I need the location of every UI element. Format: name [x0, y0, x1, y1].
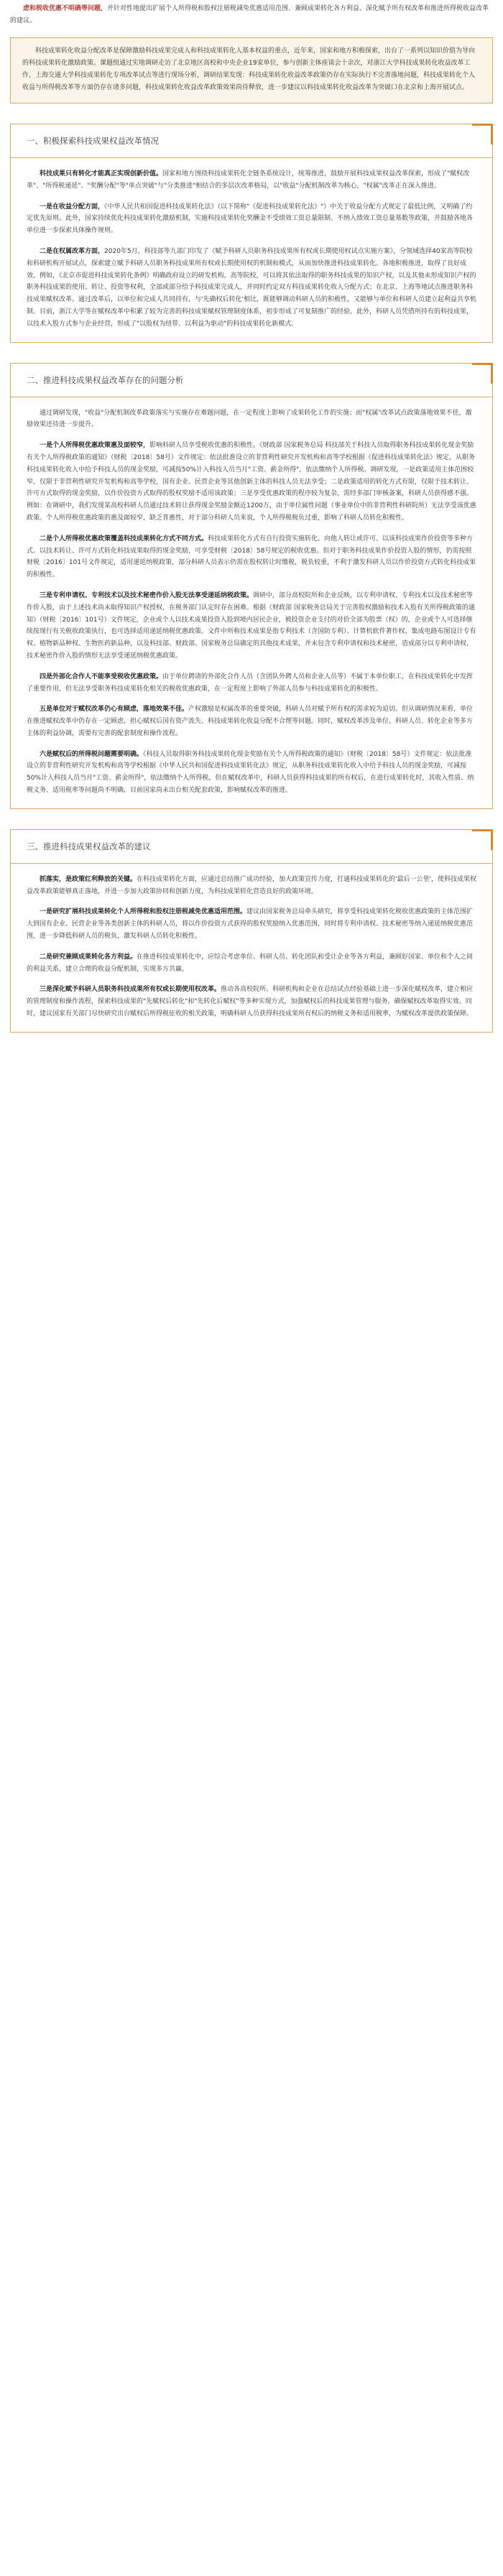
section-3-p0-text: 在科技成果转化方面，应通过总结推广成功经验，加大政策宣传力度，打通科技成果转化的'最后一公里'，使科技成果权益改革政策能够真正落地，并进一步加大政策协同和创新力度，为科技成果转化营造良好的政策环境。 — [27, 875, 476, 895]
section-2-paragraph-6 — [27, 749, 476, 797]
section-2-paragraph-3 — [27, 590, 476, 663]
section-2-body — [11, 397, 492, 808]
abstract-text: 科技成果转化收益分配改革是保障激励科技成果完成人和科技成果转化人基本权益的重点，近年来，国家和地方积极探索，出台了一系列以知识价值为导向的科技成果转化激励政策。课题组通过实地调研走访了北京地区高校和中央企业19家单位，参与创新主体座谈会十余次，对浙江大学科技成果转化收益改革工作，上海交通大学科技成果转化专项改革试点等进行现场分析，调研结果发现：科技成果转化收益改革政策仍存在实际执行不完善落地问题，科技成果转化个人收益与所得税改革等方面仍存在诸多问题，科技成果转化收益改革政策效果尚待释放，进一步建议以科技成果转化收益改革为突破口在北京和上海开展试点。 — [22, 47, 476, 91]
section-2-p5-text: 产权激励是权属改革的重要突破，科研人员对赋予所有权的需求较为迫切。但从调研情况来看，单位在推进赋权改革中仍存在一定顾虑，担心赋权后国有资产流失、科技成果转化收益分配不合理等问题。同时，赋权改革涉及单位、科研人员、转化企业等多方主体的利益协调，需要有完善的配套制度和操作流程。 — [27, 706, 474, 737]
section-3 — [10, 829, 493, 1033]
section-2-paragraph-1 — [27, 440, 476, 525]
corner-decoration — [472, 829, 493, 850]
section-1 — [10, 124, 493, 343]
section-2-p3-bold: 三是专利申请权、专利技术以及技术秘密作价入股无法享受递延纳税政策。 — [40, 591, 254, 599]
section-1-p3-bold: 二是在权属改革方面， — [40, 247, 105, 255]
section-2-p6-text: 《科技人员取得职务科技成果转化现金奖励有关个人所得税政策的通知》（财税〔2018〕58号）文件规定：依法批准设立的非营利性研究开发机构和高等学校根据《中华人民共和国促进科技成果转化法》规定，从职务科技成果转化收入中给予科技人员的现金奖励，可减按50%计入科技人员当月"工资、薪金所得"，依法缴纳个人所得税。但在赋权改革中，科研人员获得科技成果的所有权后，在进行成果转化时，其收入性质、纳税义务、适用税率等问题尚不明确，目前国家尚未出台相关配套政策，影响赋权改革的推进。 — [27, 750, 474, 795]
section-2-paragraph-4 — [27, 671, 476, 696]
section-1-p2-text: 《中华人民共和国促进科技成果转化法》（以下简称"《促进科技成果转化法》"）中关于收益分配方式规定了最低比例，又明确了约定优先原则。此外，国家持续优化科技成果转化激励机制，实施科技成果转化奖酬金不受绩效工资总量限制、不纳入绩效工资总量基数等政策，并鼓励各地各单位进一步探索具体操作规则。 — [27, 203, 474, 235]
intro-lead-bold: 虑和税收优惠不明确等问题， — [23, 5, 108, 12]
section-2-title: 二、推进科技成果权益改革存在的问题分析 — [27, 374, 184, 385]
section-3-p3-text: 推动各高校院所、科研机构和企业在总结试点经验基础上进一步深化赋权改革，建立相应的管理制度和操作流程，探索科技成果的"先赋权后转化"和"先转化后赋权"等多种实现方式，加强赋权后的科技成果管理与服务，确保赋权改革取得实效。同时，建议国家有关部门尽快研究出台赋权后所得税征收的相关政策，明确科研人员获得科技成果所有权后的纳税义务和适用税率，为赋权改革提供政策保障。 — [27, 986, 474, 1018]
section-2-p2-bold: 二是个人所得税优惠政策覆盖科技成果转化方式不同方式。 — [40, 535, 208, 543]
section-3-paragraph-3 — [27, 984, 476, 1020]
intro-lead-rest: 并针对性地提出扩展个人所得税和股权注册税减免优惠适用范围、兼顾成果转化各方利益、深化赋予所有权改革和推进所得税收益改革的建议。 — [10, 5, 489, 24]
section-3-body — [11, 864, 492, 1032]
section-3-p1-bold: 一是研究扩展科技成果转化个人所得税和股权注册税减免优惠适用范围。 — [40, 908, 247, 916]
corner-decoration — [472, 124, 493, 144]
section-2-p5-bold: 五是单位对于赋权改革仍心有顾虑，落地效果不佳。 — [40, 706, 189, 714]
section-2-p6-bold: 六是赋权后的所得税问题需要明确。 — [40, 750, 144, 758]
section-2-paragraph-5 — [27, 703, 476, 739]
section-1-paragraph-2 — [27, 201, 476, 237]
section-2-p1-bold: 一是个人所得税优惠政策惠及面较窄， — [40, 442, 150, 450]
intro-paragraph — [10, 3, 493, 27]
section-3-p2-bold: 二是研究兼顾成果转化各方利益。 — [40, 953, 137, 961]
section-1-p1-bold: 科技成果只有转化才能真正实现创新价值。 — [40, 170, 163, 177]
section-2-paragraph-2 — [27, 533, 476, 581]
section-1-paragraph-3 — [27, 246, 476, 331]
section-1-body — [11, 158, 492, 342]
section-1-p2-bold: 一是在收益分配方面， — [40, 203, 105, 211]
section-2-p3-text: 调研中，部分高校院所和企业反映，以专利申请权、专利技术以及技术秘密等作价入股，由于上述技术尚未取得知识产权授权，在税务部门认定时存在困难。根据《财政部 国家税务总局关于完善股权激励和技术入股有关所得税政策的通知》（财税〔2016〕101号）文件规定，企业或个人以技术成果投资入股到境内居民企业，被投资企业支付的对价全部为股票（权）的，企业或个人可选择继续按现行有关税收政策执行，也可选择适用递延纳税优惠政策。文件中所称技术成果是指专利技术（含国防专利）、计算机软件著作权、集成电路布图设计专有权、植物新品种权、生物医药新品种，以及科技部、财政部、国家税务总局确定的其他技术成果，并未包含专利申请权和技术秘密，造成部分以专利申请权、技术秘密作价入股的情形无法享受递延纳税优惠政策。 — [27, 591, 476, 660]
section-3-paragraph-1 — [27, 906, 476, 942]
section-3-p2-text: 在推进科技成果转化中，应综合考虑单位、科研人员、转化团队和受让企业等各方利益，兼顾好国家、单位和个人之间的利益关系，建立合理的收益分配机制，实现多方共赢。 — [27, 953, 474, 973]
section-1-paragraph-1 — [27, 168, 476, 193]
section-3-paragraph-2 — [27, 951, 476, 976]
section-2-paragraph-0: 通过调研发现，"收益"分配机制改革政策落实与实施存在难题问题，在一定程度上影响了成果转化工作的实施；而"权属"改革试点政策落地效果不佳，激励效果还待进一步提升。 — [27, 409, 472, 429]
section-1-title: 一、积极探索科技成果权益改革情况 — [27, 136, 159, 146]
section-3-p0-bold: 抓落实，是政策红利释放的关键。 — [40, 875, 137, 883]
section-1-p3-text: 2020年5月，科技部等九部门印发了《赋予科研人员职务科技成果所有权或长期使用权试点实施方案》，分领域选择40家高等院校和科研机构开展试点，探索建立赋予科研人员职务科技成果所有权或长期使用权的机制和模式，从而加快推进科技成果转化。各地积极推进，取得了良好成效。例如，《北京市促进科技成果转化条例》明确政府设立的研发机构、高等院校，可以将其依法取得的职务科技成果的知识产权，以及其他未形成知识产权的职务科技成果的使用、转让、投资等权利，全部或部分给予科技成果完成人，并同时约定双方科技成果转化收入分配方式；在北京、上海等地试点推进职务科技成果赋权改革。通过改革后，以单位和完成人共同持有，与'先确权后转化'相比，既能够调动科研人员的积极性，又能够与单位和科研人员建立起利益共享机制。目前，浙江大学等在赋权改革中积累了较为完善的科技成果赋权管理制度体系，初步形成了可复制推广的经验。此外，科研人员凭借所持有的科技成果，以技术入股方式参与企业经营，形成了"以股权为纽带、以利益为驱动"的科技成果转化新模式。 — [27, 247, 476, 328]
section-2-p4-bold: 四是外部化合作人不能享受税收优惠政策。 — [40, 673, 163, 680]
abstract-box — [10, 37, 493, 103]
section-2-p4-text: 由于单位聘请的外部化合作人员（含团队外聘人员和企业人员等）不属于本单位职工，在科技成果转化中发挥了重要作用，但无法享受职务科技成果转化相关的税收优惠政策，在一定程度上影响了外部人员参与科技成果转化的积极性。 — [27, 673, 474, 693]
section-2-p1-text: 影响科研人员享受税收优惠的积极性。《财政部 国家税务总局 科技部关于科技人员取得职务科技成果转化现金奖励有关个人所得税政策的通知》（财税〔2018〕58号）文件规定：依法批准设立的非营利性研究开发机构和高等学校根据《促进科技成果转化法》规定，从职务科技成果转化收入中给予科技人员的现金奖励，可减按50%计入科技人员当月"工资、薪金所得"，依法缴纳个人所得税。调研发现，一是政策适用主体范围较窄，仅限于非营利性研究开发机构和高等学校，国有企业、民营企业等其他创新主体的科技人员无法享受；二是政策适用的转化方式有限，仅限于技术转让、许可方式取得的现金奖励，以作价投资方式取得的股权奖励不适用该政策；三是享受优惠政策的程序较为复杂，需经多部门审核备案，科研人员获得感不强。例如：在调研中，我们发现某高校科研人员通过技术转让获得现金奖励金额近1200万，由于单位属性问题（事业单位中的非营利性科研院所）无法享受该优惠政策。个人所得税优惠政策的惠及面较窄，缺乏普惠性，对于部分科研人员来说，个人所得税税负过重，影响了科研人员转化积极性。 — [27, 442, 476, 522]
section-3-title: 三、推进科技成果权益改革的建议 — [27, 841, 151, 851]
corner-decoration — [472, 363, 493, 384]
section-2 — [10, 363, 493, 809]
section-2-p2-text: 科技成果转化方式有自行投资实施转化、向他人转让或许可、以该科技成果作价投资等多种方式。以技术转让、许可方式转化科技成果取得的现金奖励，可享受财税〔2018〕58号规定的税收优惠。但对于职务科技成果作价投资入股的情形，仍需按照财税〔2016〕101号文件规定，适用递延纳税政策，部分科研人员表示仍需在股权转让时缴税，税负较重，不利于激发科研人员以作价投资方式转化科技成果的积极性。 — [27, 535, 476, 579]
section-3-p1-text: 建议由国家税务总局牵头研究，将享受科技成果转化税收优惠政策的主体范围扩大到国有企业、民营企业等各类创新主体的科研人员，将以作价投资方式获得的股权奖励纳入优惠范围，同时将专利申请权、技术秘密等纳入递延纳税优惠范围，进一步降低科研人员的税负，激发科研人员转化积极性。 — [27, 908, 474, 941]
section-2-header — [11, 364, 492, 397]
section-3-p3-bold: 三是深化赋予科研人员职务科技成果所有权或长期使用权改革。 — [40, 986, 221, 994]
section-1-p1-text: 国家和地方围绕科技成果转化全链条系统设计，统筹推进，鼓励开展科技成果权益改革探索，形成了"赋权改革"、"所得税递延"、"奖酬分配"等"单点突破"与"分类推进"相结合的多层次改革格局，以"收益"分配机制改革为核心，"权属"改革正在深入推进。 — [27, 170, 470, 190]
section-1-header — [11, 124, 492, 158]
section-3-paragraph-0 — [27, 874, 476, 898]
section-3-header — [11, 830, 492, 864]
bottom-spacer — [0, 1033, 503, 1061]
